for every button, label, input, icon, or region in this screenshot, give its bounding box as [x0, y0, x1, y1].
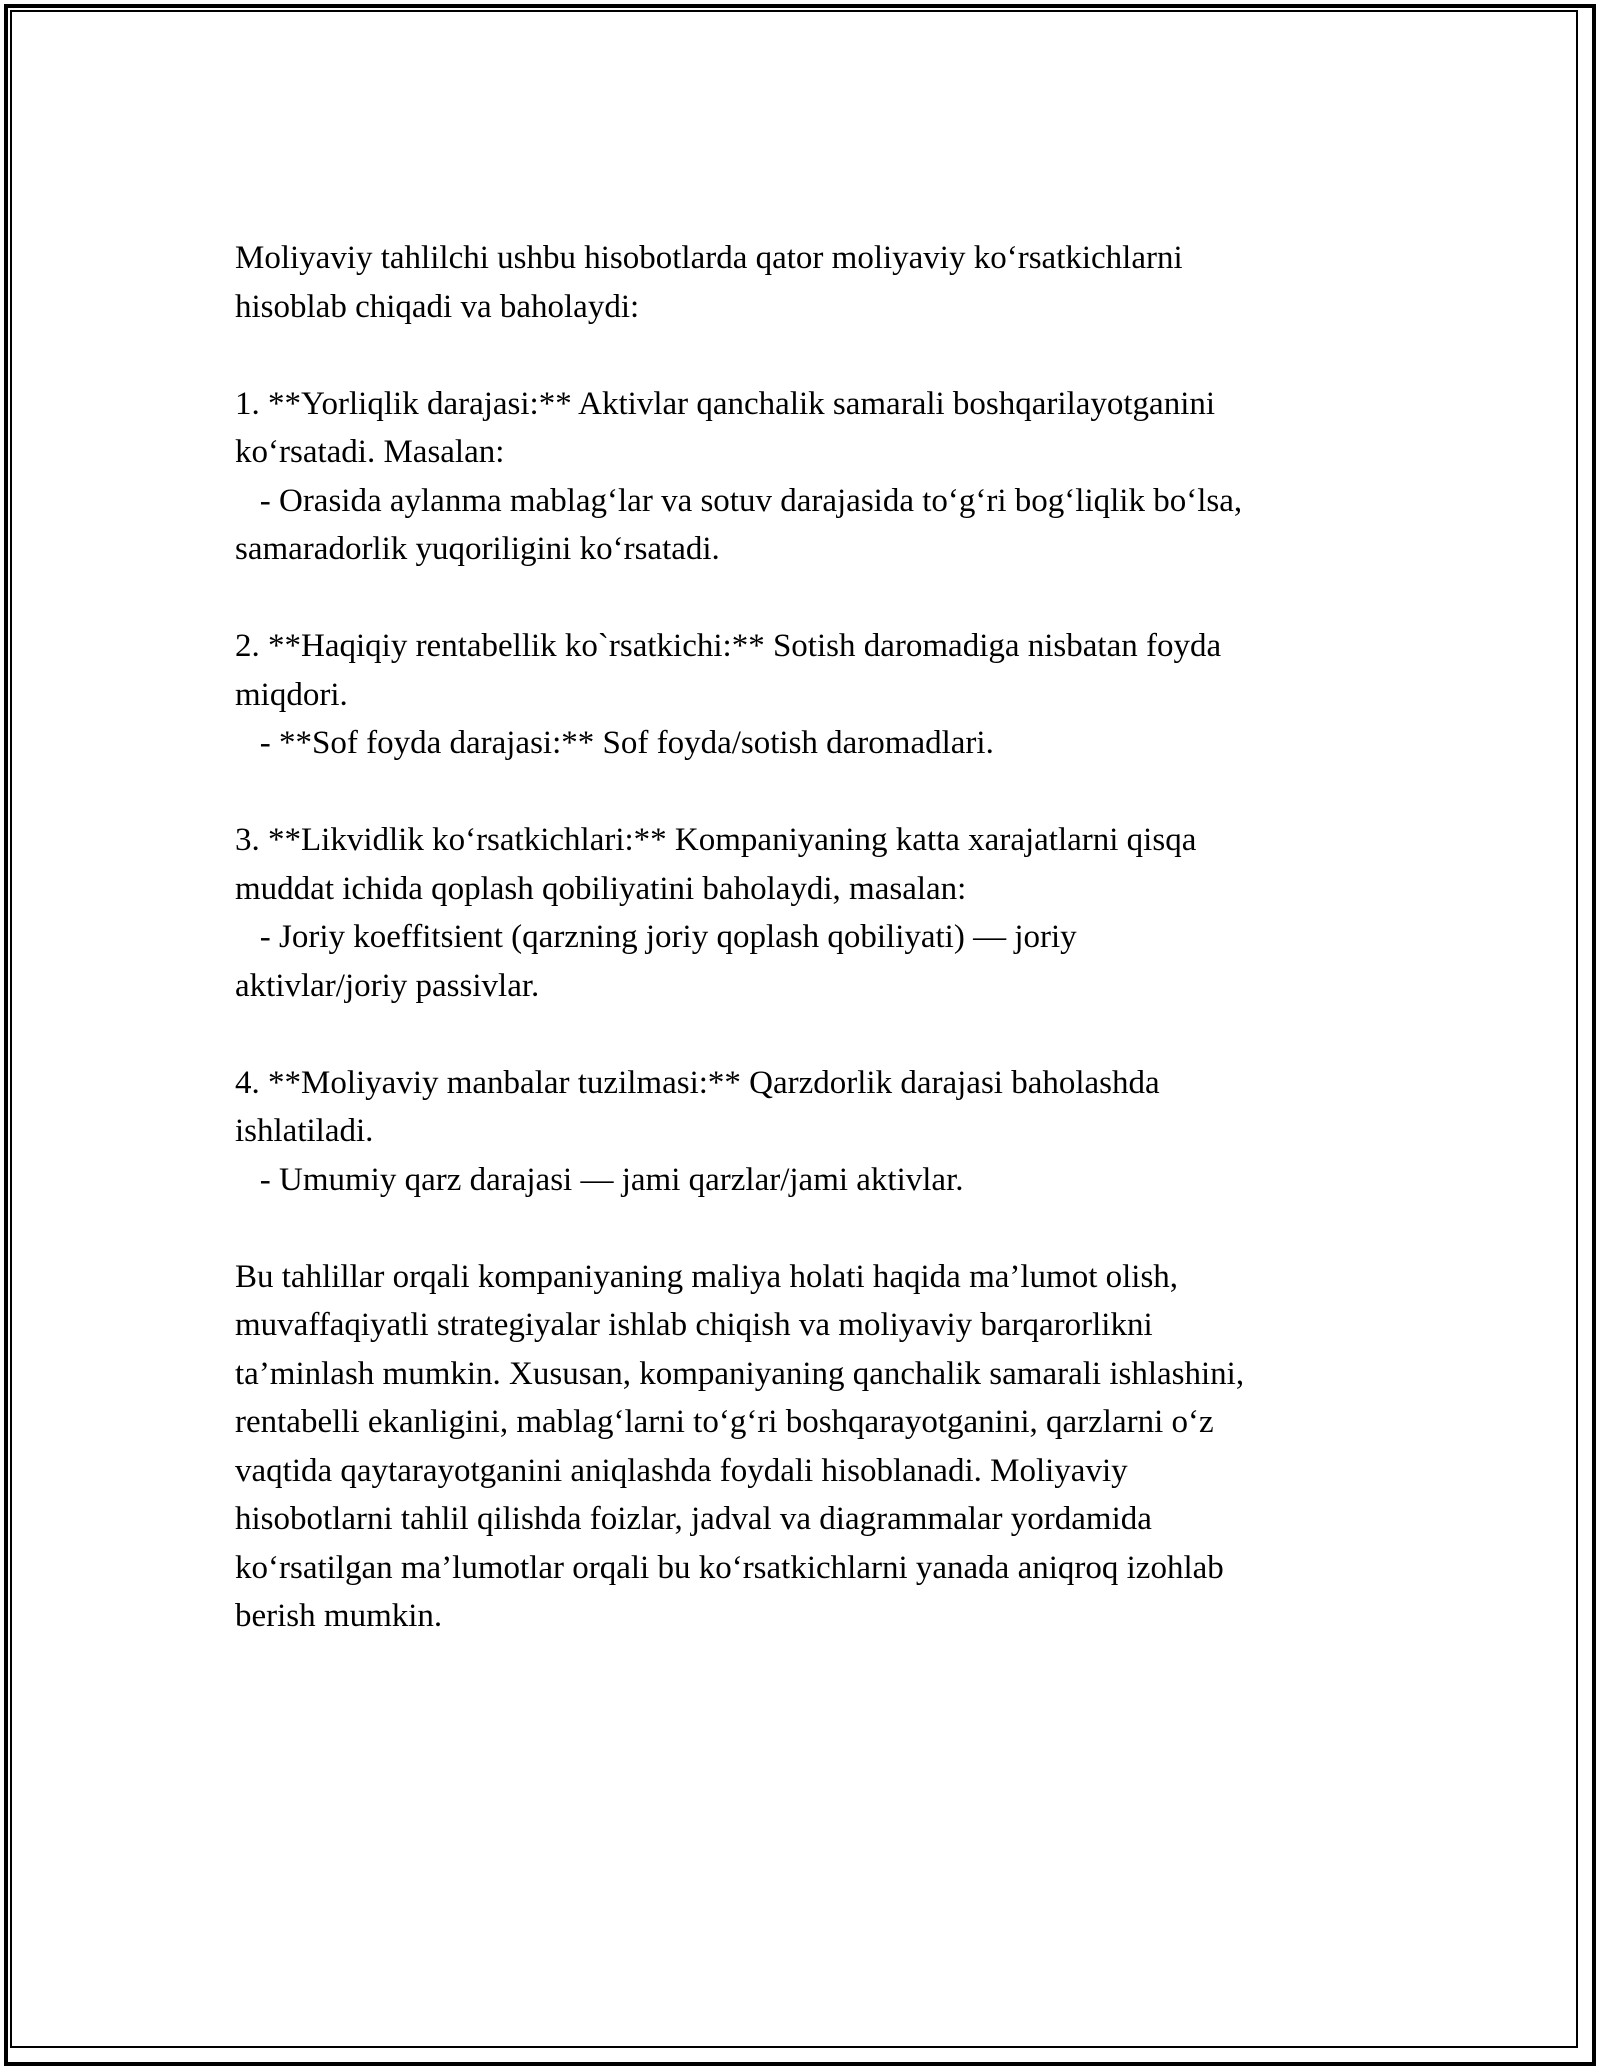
text-line: miqdori.	[235, 676, 348, 713]
text-line: 1. **Yorliqlik darajasi:** Aktivlar qanchalik samarali boshqarilayotganini	[235, 385, 1216, 422]
paragraph-gap	[235, 574, 1375, 623]
list-item-3	[235, 816, 1375, 1010]
text-line: ta’minlash mumkin. Xususan, kompaniyaning qanchalik samarali ishlashini,	[235, 1355, 1245, 1392]
text-line: aktivlar/joriy passivlar.	[235, 967, 540, 1004]
intro-paragraph	[235, 234, 1375, 331]
text-line: hisoblab chiqadi va baholaydi:	[235, 288, 640, 325]
text-line: 3. **Likvidlik ko‘rsatkichlari:** Kompaniyaning katta xarajatlarni qisqa	[235, 822, 1197, 858]
list-item-2	[235, 622, 1375, 768]
text-line: muddat ichida qoplash qobiliyatini baholaydi, masalan:	[235, 870, 967, 907]
text-line: vaqtida qaytarayotganini aniqlashda foydali hisoblanadi. Moliyaviy	[235, 1452, 1128, 1489]
text-line: - Orasida aylanma mablag‘lar va sotuv darajasida to‘g‘ri bog‘liqlik bo‘lsa,	[235, 482, 1243, 519]
text-line: 4. **Moliyaviy manbalar tuzilmasi:** Qarzdorlik darajasi baholashda	[235, 1064, 1160, 1101]
text-line: 2. **Haqiqiy rentabellik ko`rsatkichi:** Sotish daromadiga nisbatan foyda	[235, 628, 1222, 664]
text-line: - Umumiy qarz darajasi — jami qarzlar/jami aktivlar.	[235, 1161, 964, 1198]
text-line: ko‘rsatadi. Masalan:	[235, 434, 505, 470]
text-line: berish mumkin.	[235, 1598, 443, 1634]
text-line: Bu tahlillar orqali kompaniyaning maliya holati haqida ma’lumot olish,	[235, 1258, 1179, 1295]
text-line: samaradorlik yuqoriligini ko‘rsatadi.	[235, 531, 720, 567]
document-body	[235, 234, 1375, 1641]
list-item-1	[235, 380, 1375, 574]
text-line: muvaffaqiyatli strategiyalar ishlab chiqish va moliyaviy barqarorlikni	[235, 1307, 1153, 1343]
text-line: - **Sof foyda darajasi:** Sof foyda/sotish daromadlari.	[235, 725, 994, 761]
conclusion-paragraph	[235, 1253, 1375, 1641]
text-line: Moliyaviy tahlilchi ushbu hisobotlarda qator moliyaviy ko‘rsatkichlarni	[235, 240, 1183, 276]
paragraph-gap	[235, 768, 1375, 817]
list-item-4	[235, 1059, 1375, 1205]
text-line: - Joriy koeffitsient (qarzning joriy qoplash qobiliyati) — joriy	[235, 919, 1077, 955]
text-line: rentabelli ekanligini, mablag‘larni to‘g‘ri boshqarayotganini, qarzlarni o‘z	[235, 1404, 1214, 1440]
text-line: ishlatiladi.	[235, 1113, 374, 1149]
text-line: ko‘rsatilgan ma’lumotlar orqali bu ko‘rsatkichlarni yanada aniqroq izohlab	[235, 1549, 1224, 1586]
paragraph-gap	[235, 1204, 1375, 1253]
paragraph-gap	[235, 331, 1375, 380]
paragraph-gap	[235, 1010, 1375, 1059]
text-line: hisobotlarni tahlil qilishda foizlar, jadval va diagrammalar yordamida	[235, 1501, 1152, 1537]
